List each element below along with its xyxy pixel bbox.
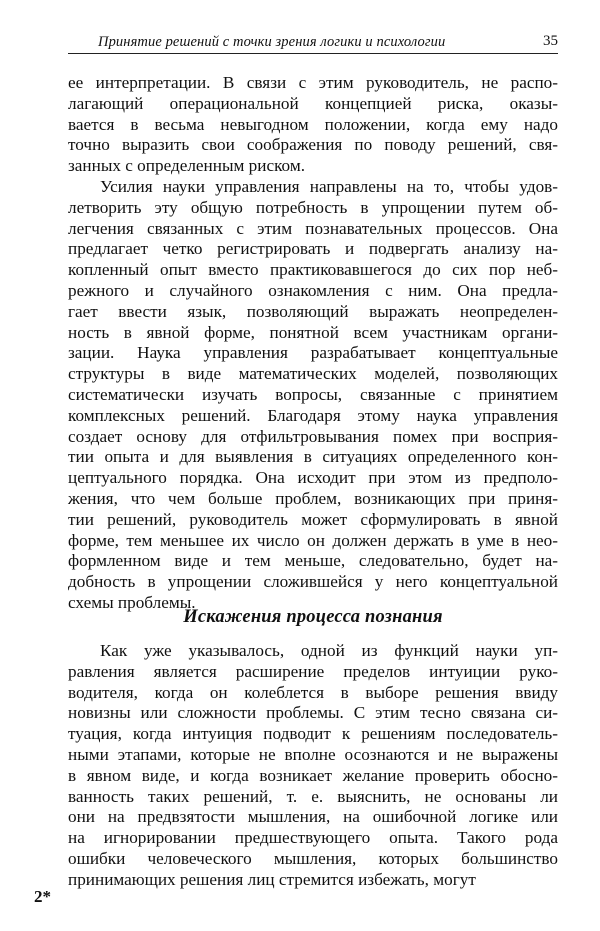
text-line: цептуального порядка. Она исходит при этом из предполо-: [68, 468, 558, 488]
text-line: предлагает четко регистрировать и подвергать анализу на-: [68, 239, 558, 259]
text-line: копленный опыт вместо практиковавшегося до сих пор неб-: [68, 260, 558, 280]
text-line: жения, что чем больше проблем, возникающих при приня-: [68, 488, 558, 508]
text-line: новизны или сложности проблемы. С этим тесно связана си-: [68, 703, 558, 723]
text-line: тии опыта и для выявления в ситуациях определенного кон-: [68, 447, 558, 467]
text-line: комплексных решений. Благодаря этому наука управления: [68, 405, 558, 425]
text-line: зации. Наука управления разрабатывает концептуальные: [68, 343, 558, 363]
text-line: схемы проблемы.: [68, 592, 196, 612]
text-line: создает основу для отфильтровывания помех при восприя-: [68, 426, 558, 446]
text-line: лагающий операциональной концепцией риска, оказы-: [68, 93, 558, 113]
text-line: вается в весьма невыгодном положении, когда ему надо: [68, 114, 558, 134]
text-line: Как уже указывалось, одной из функций науки уп-: [100, 641, 558, 660]
text-line: Усилия науки управления направлены на то, чтобы удов-: [100, 177, 558, 196]
text-line: тии решений, руководитель может сформулировать в явной: [68, 509, 558, 529]
paragraph-3-lines: [68, 641, 558, 891]
text-line: режного и случайного ознакомления с ним. Она предла-: [68, 280, 558, 300]
text-line: систематически изучать вопросы, связанные с принятием: [68, 384, 558, 404]
signature-mark: 2*: [34, 887, 51, 906]
text-line: принимающих решения лиц стремится избежать, могут: [68, 869, 476, 889]
text-line: ошибки человеческого мышления, которых большинство: [68, 848, 558, 868]
text-line: в явном виде, и когда возникает желание проверить обосно-: [68, 765, 558, 785]
paragraph-2-lines: [68, 177, 558, 614]
text-line: ванность таких решений, т. е. выяснить, не основаны ли: [68, 786, 558, 806]
page-number: 35: [543, 33, 558, 49]
paragraph-1-lines: [68, 73, 558, 177]
section-title: Искажения процесса познания: [183, 607, 443, 627]
text-line: они на предвзятости мышления, на ошибочной логике или: [68, 807, 558, 827]
text-line: равления является расширение пределов интуиции руко-: [68, 661, 558, 681]
text-line: на игнорировании предшествующего опыта. Такого рода: [68, 828, 558, 848]
text-line: занных с определенным риском.: [68, 156, 305, 176]
text-line: водителя, когда он колеблется в выборе решения ввиду: [68, 682, 558, 702]
text-line: туация, когда интуиция подводит к решениям последователь-: [68, 724, 558, 744]
text-line: структуры в виде математических моделей, позволяющих: [68, 364, 558, 384]
text-line: форме, тем меньшее их число он должен держать в уме в нео-: [68, 530, 558, 550]
text-line: добность в упрощении сложившейся у него концептуальной: [68, 572, 558, 592]
paragraph-2: [68, 177, 558, 614]
text-line: точно выразить свои соображения по поводу решений, свя-: [68, 135, 558, 155]
paragraph-1: [68, 73, 558, 177]
running-head: [68, 32, 558, 54]
paragraph-3: [68, 641, 558, 891]
text-line: ность в явной форме, понятной всем участникам органи-: [68, 322, 558, 342]
text-line: гает ввести язык, позволяющий выражать неопределен-: [68, 301, 558, 321]
running-title: Принятие решений с точки зрения логики и психологии: [98, 34, 446, 50]
text-line: ее интерпретации. В связи с этим руководитель, не распо-: [68, 73, 558, 92]
text-line: легчения связанных с этим познавательных процессов. Она: [68, 218, 558, 238]
text-line: ными этапами, которые не вполне осознаются и не выражены: [68, 744, 558, 764]
text-line: формленном виде и тем меньше, следовательно, будет на-: [68, 551, 558, 571]
text-line: летворить эту общую потребность в упрощении путем об-: [68, 197, 558, 217]
